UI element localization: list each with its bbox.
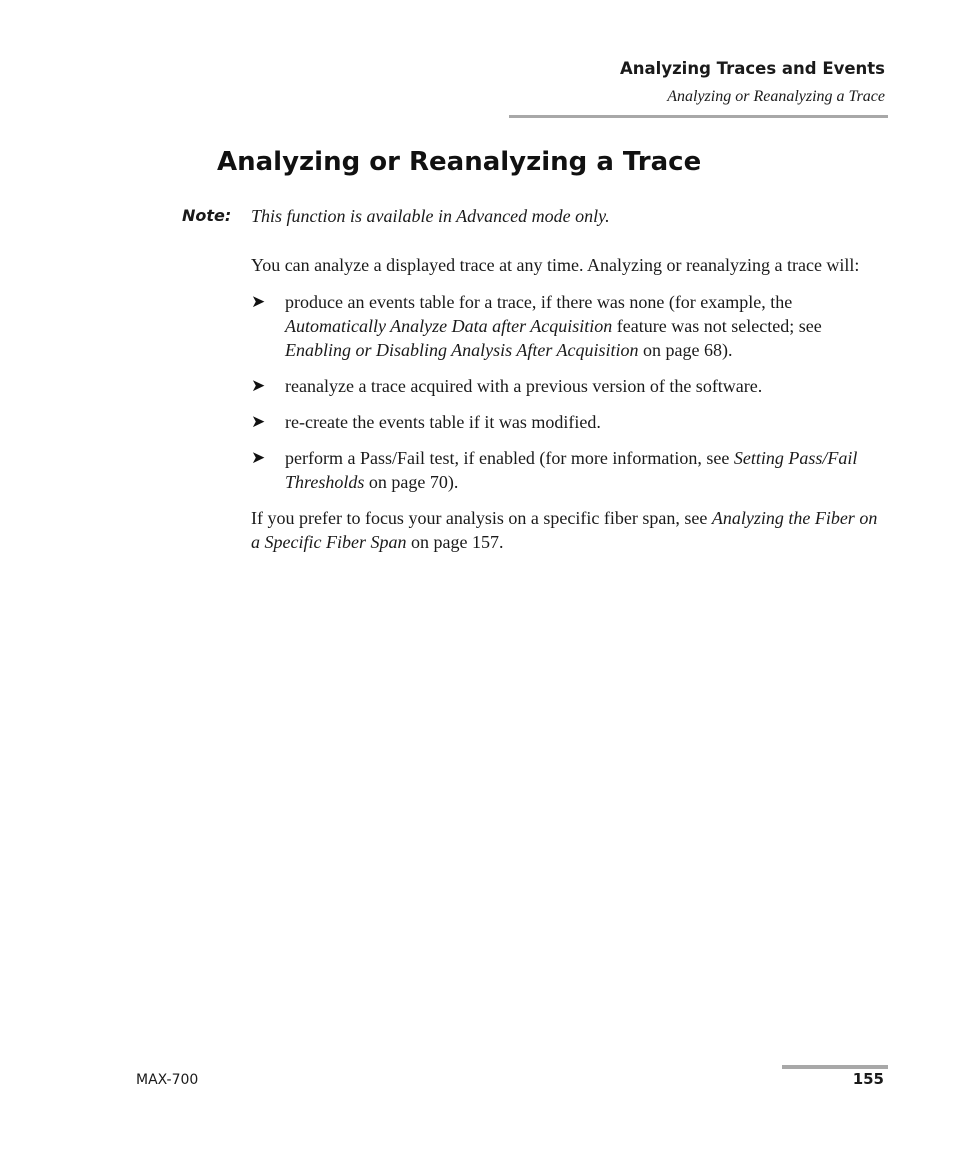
closing-text: on page 157.	[406, 532, 504, 552]
header-rule	[509, 115, 888, 118]
running-header	[620, 58, 885, 108]
arrow-bullet-icon: ➤	[251, 412, 266, 431]
intro-paragraph: You can analyze a displayed trace at any time. Analyzing or reanalyzing a trace will:	[251, 255, 860, 275]
page-title: Analyzing or Reanalyzing a Trace	[217, 147, 702, 177]
list-item-text: reanalyze a trace acquired with a previous version of the software.	[285, 376, 763, 396]
bullet-list	[251, 290, 888, 494]
note-text: This function is available in Advanced mode only.	[251, 206, 610, 226]
list-item	[251, 410, 888, 434]
list-item	[251, 374, 888, 398]
list-item-text: on page 70).	[364, 472, 459, 492]
list-item-text: perform a Pass/Fail test, if enabled (for more information, see	[285, 448, 734, 468]
arrow-bullet-icon: ➤	[251, 448, 266, 467]
list-item	[251, 290, 888, 362]
footer-product-name: MAX-700	[136, 1072, 199, 1088]
list-item	[251, 446, 888, 494]
list-item-text: re-create the events table if it was modified.	[285, 412, 601, 432]
page-number: 155	[852, 1070, 884, 1088]
arrow-bullet-icon: ➤	[251, 376, 266, 395]
list-item-feature-ref: Automatically Analyze Data after Acquisition	[285, 316, 613, 336]
closing-text: If you prefer to focus your analysis on a specific fiber span, see	[251, 508, 712, 528]
cross-reference-link[interactable]: Analyzing the Fiber on a Specific Fiber Span	[251, 508, 878, 552]
running-header-chapter: Analyzing Traces and Events	[620, 59, 885, 78]
cross-reference-link[interactable]: Enabling or Disabling Analysis After Acquisition	[285, 340, 639, 360]
note-label: Note:	[182, 206, 232, 225]
list-item-text: feature was not selected; see	[612, 316, 822, 336]
list-item-text: on page 68).	[638, 340, 733, 360]
body-content	[251, 253, 888, 554]
running-header-section: Analyzing or Reanalyzing a Trace	[667, 88, 885, 105]
arrow-bullet-icon: ➤	[251, 292, 266, 311]
cross-reference-link[interactable]: Setting Pass/Fail Thresholds	[285, 448, 858, 492]
list-item-text: produce an events table for a trace, if there was none (for example, the	[285, 292, 793, 312]
closing-paragraph	[251, 506, 888, 554]
